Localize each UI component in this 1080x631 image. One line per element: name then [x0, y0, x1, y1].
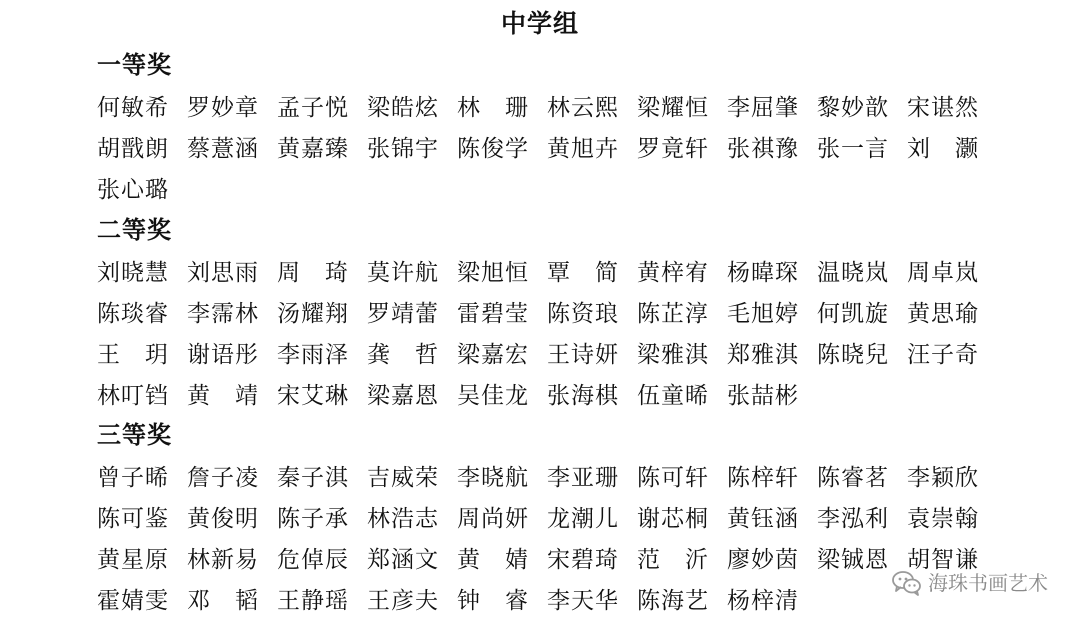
names-row [97, 461, 997, 495]
winner-name: 李雨泽 [277, 342, 349, 368]
winner-name: 黄俊明 [187, 506, 259, 532]
winner-name: 林浩志 [367, 506, 439, 532]
winner-name: 李晓航 [457, 465, 529, 491]
winner-name: 邓 韬 [187, 588, 259, 614]
winner-name: 张心璐 [97, 177, 169, 203]
winner-name: 伍童晞 [637, 383, 709, 409]
winner-name: 曾子晞 [97, 465, 169, 491]
winner-name: 郑涵文 [367, 547, 439, 573]
winner-name: 覃 简 [547, 260, 619, 286]
winner-name: 秦子淇 [277, 465, 349, 491]
winner-name: 袁崇翰 [907, 506, 979, 532]
winner-name: 黄钰涵 [727, 506, 799, 532]
winner-name: 蔡薏涵 [187, 136, 259, 162]
names-row [97, 256, 997, 290]
winner-name: 吉威荣 [367, 465, 439, 491]
winner-name: 危倬辰 [277, 547, 349, 573]
winner-name: 张锦宇 [367, 136, 439, 162]
winner-name: 梁嘉恩 [367, 383, 439, 409]
winner-name: 王 玥 [97, 342, 169, 368]
winner-name: 龙潮儿 [547, 506, 619, 532]
winner-name: 梁旭恒 [457, 260, 529, 286]
watermark-text: 海珠书画艺术 [928, 571, 1048, 595]
winner-name: 钟 睿 [457, 588, 529, 614]
winner-name: 谢芯桐 [637, 506, 709, 532]
winner-name: 胡戬朗 [97, 136, 169, 162]
winner-name: 胡智谦 [907, 547, 979, 573]
winner-name: 李颖欣 [907, 465, 979, 491]
winner-name: 廖妙茵 [727, 547, 799, 573]
winner-name: 黄 婧 [457, 547, 529, 573]
winner-name: 龚 哲 [367, 342, 439, 368]
names-row [97, 91, 997, 125]
winner-name: 林 珊 [457, 95, 529, 121]
winner-name: 陈睿茗 [817, 465, 889, 491]
page-title: 中学组 [500, 9, 579, 38]
winner-name: 刘思雨 [187, 260, 259, 286]
winner-name: 黄 靖 [187, 383, 259, 409]
wechat-icon [892, 570, 922, 596]
winner-name: 周尚妍 [457, 506, 529, 532]
winner-name: 李天华 [547, 588, 619, 614]
winner-name: 吴佳龙 [457, 383, 529, 409]
winner-name: 黎妙歆 [817, 95, 889, 121]
winner-name: 周 琦 [277, 260, 349, 286]
winner-name: 梁雅淇 [637, 342, 709, 368]
winner-name: 黄旭卉 [547, 136, 619, 162]
winner-name: 罗竟轩 [637, 136, 709, 162]
winner-name: 霍婧雯 [97, 588, 169, 614]
names-row [97, 379, 817, 413]
winner-name: 郑雅淇 [727, 342, 799, 368]
winner-name: 李泓利 [817, 506, 889, 532]
winner-name: 汤耀翔 [277, 301, 349, 327]
winner-name: 张祺豫 [727, 136, 799, 162]
names-row [97, 502, 997, 536]
winner-name: 刘 灏 [907, 136, 979, 162]
winner-name: 陈琰睿 [97, 301, 169, 327]
winner-name: 张海棋 [547, 383, 619, 409]
winner-name: 张喆彬 [727, 383, 799, 409]
winner-name: 李屈肇 [727, 95, 799, 121]
winner-name: 李亚珊 [547, 465, 619, 491]
winner-name: 陈海艺 [637, 588, 709, 614]
winner-name: 陈子承 [277, 506, 349, 532]
winner-name: 周卓岚 [907, 260, 979, 286]
winner-name: 范 沂 [637, 547, 709, 573]
winner-name: 杨暐琛 [727, 260, 799, 286]
winner-name: 林云熙 [547, 95, 619, 121]
winner-name: 梁嘉宏 [457, 342, 529, 368]
winner-name: 宋碧琦 [547, 547, 619, 573]
watermark [892, 569, 1048, 597]
winner-name: 黄星原 [97, 547, 169, 573]
section-heading: 一等奖 [97, 50, 172, 79]
winner-name: 雷碧莹 [457, 301, 529, 327]
winner-name: 梁铖恩 [817, 547, 889, 573]
winner-name: 孟子悦 [277, 95, 349, 121]
winner-name: 黄嘉臻 [277, 136, 349, 162]
winner-name: 陈俊学 [457, 136, 529, 162]
section-heading: 二等奖 [97, 215, 172, 244]
names-row [97, 543, 997, 577]
winner-name: 何凯旋 [817, 301, 889, 327]
winner-name: 黄梓宥 [637, 260, 709, 286]
winner-name: 林叮铛 [97, 383, 169, 409]
winner-name: 詹子凌 [187, 465, 259, 491]
winner-name: 李霈林 [187, 301, 259, 327]
winner-name: 黄思瑜 [907, 301, 979, 327]
winner-name: 谢语彤 [187, 342, 259, 368]
winner-name: 何敏希 [97, 95, 169, 121]
winner-name: 杨梓清 [727, 588, 799, 614]
winner-name: 林新易 [187, 547, 259, 573]
winner-name: 汪子奇 [907, 342, 979, 368]
winner-name: 陈梓轩 [727, 465, 799, 491]
winner-name: 陈资琅 [547, 301, 619, 327]
names-row [97, 173, 187, 207]
names-row [97, 338, 997, 372]
winner-name: 王静瑶 [277, 588, 349, 614]
winner-name: 温晓岚 [817, 260, 889, 286]
winner-name: 陈可鉴 [97, 506, 169, 532]
winner-name: 王彦夫 [367, 588, 439, 614]
names-row [97, 297, 997, 331]
winner-name: 张一言 [817, 136, 889, 162]
winner-name: 莫许航 [367, 260, 439, 286]
winner-name: 王诗妍 [547, 342, 619, 368]
winner-name: 罗妙章 [187, 95, 259, 121]
winner-name: 梁皓炫 [367, 95, 439, 121]
winner-name: 刘晓慧 [97, 260, 169, 286]
winner-name: 陈晓兒 [817, 342, 889, 368]
winner-name: 罗靖蕾 [367, 301, 439, 327]
winner-name: 梁耀恒 [637, 95, 709, 121]
section-heading: 三等奖 [97, 420, 172, 449]
winner-name: 陈可轩 [637, 465, 709, 491]
winner-name: 宋艾琳 [277, 383, 349, 409]
names-row [97, 584, 817, 618]
winner-name: 毛旭婷 [727, 301, 799, 327]
winner-name: 陈芷淳 [637, 301, 709, 327]
winner-name: 宋谌然 [907, 95, 979, 121]
names-row [97, 132, 997, 166]
